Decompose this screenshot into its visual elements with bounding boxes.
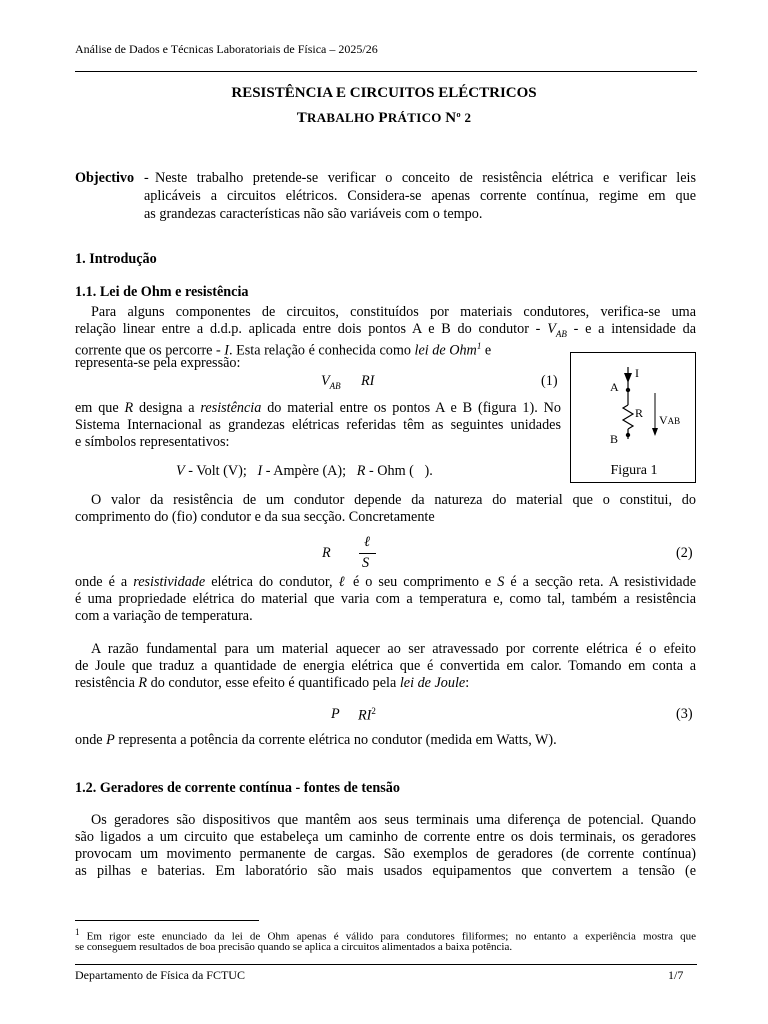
document-title: RESISTÊNCIA E CIRCUITOS ELÉCTRICOS [231, 85, 537, 101]
running-header: Análise de Dados e Técnicas Laboratoriais de Física – 2025/26 [75, 42, 378, 56]
figure-caption: Figura 1 [610, 463, 658, 478]
footnote-line-2: se conseguem resultados de boa precisão quando se aplica a circuitos alimentados a baixa potência. [75, 941, 513, 953]
joule-line-3: resistência R do condutor, esse efeito é quantificado pela lei de Joule: [75, 675, 470, 691]
eq3-lhs: P [331, 706, 340, 722]
eq3-number: (3) [676, 706, 693, 722]
objective-dash: - [144, 170, 149, 186]
objective-line-2: aplicáveis a circuitos elétricos. Considera-se apenas corrente contínua, regime em que [144, 188, 696, 204]
eq3-rhs: $RI^2$ [358, 706, 376, 724]
footer-rule [75, 964, 697, 965]
eq2-numerator: ℓ [364, 534, 370, 550]
units-line: V - Volt (V); I - Ampère (A); R - Ohm ( ). [176, 463, 433, 479]
gen-line-2: são ligados a um circuito que estabeleça um caminho de corrente entre os dois terminais, os geradores [75, 829, 696, 845]
eq1-rhs: RI [361, 373, 375, 389]
fig-label-r: R [635, 406, 644, 420]
footer-left: Departamento de Física da FCTUC [75, 968, 245, 982]
eq1-number: (1) [541, 373, 558, 389]
fig-label-vab: VAB [659, 413, 681, 427]
ohm-line-7: e símbolos representativos: [75, 434, 230, 450]
eq2-number: (2) [676, 545, 693, 561]
resist-line-1: O valor da resistência de um condutor depende da natureza do material que o constitui, do [91, 492, 696, 508]
joule-line-2: de Joule que traduz a quantidade de energia elétrica que é convertida em calor. Tomando em conta a [75, 658, 696, 674]
fig-label-i: I [635, 366, 639, 380]
section-1-2-heading: 1.2. Geradores de corrente contínua - fontes de tensão [75, 780, 400, 796]
resist-line-4: é uma propriedade elétrica do material que varia com a temperatura e, como tal, também a resistência [75, 591, 696, 607]
resist-line-3: onde é a resistividade elétrica do condutor, ℓ é o seu comprimento e S é a secção reta. A resistividade [75, 574, 696, 590]
ohm-line-1: Para alguns componentes de circuitos, constituídos por materiais condutores, verifica-se uma [91, 304, 696, 320]
eq2-fraction-bar [359, 553, 376, 554]
eq2-denominator: S [362, 555, 370, 571]
figure-1 [570, 352, 696, 483]
fig-label-a: A [610, 380, 619, 394]
footnote-rule [75, 920, 259, 921]
eq1-lhs: $V_{AB}$ [321, 373, 341, 391]
section-1-heading: 1. Introdução [75, 251, 157, 267]
objective-line-1: Neste trabalho pretende-se verificar o conceito de resistência elétrica e verificar leis [155, 170, 696, 186]
fig-label-b: B [610, 432, 619, 446]
objective-line-3: as grandezas características não são variáveis com o tempo. [144, 206, 483, 222]
ohm-line-5: em que R designa a resistência do material entre os pontos A e B (figura 1). No [75, 400, 561, 416]
header-rule [75, 71, 697, 72]
document-subtitle: TRABALHO PRÁTICO Nº 2 [296, 110, 472, 126]
footer-page-number: 1/7 [668, 968, 684, 982]
joule-line-1: A razão fundamental para um material aquecer ao ser atravessado por corrente elétrica é o efeito [91, 641, 696, 657]
joule-line-4: onde P representa a potência da corrente elétrica no condutor (medida em Watts, W). [75, 732, 557, 748]
ohm-line-2: relação linear entre a d.d.p. aplicada entre dois pontos A e B do condutor - $V_{AB}$ - e a intensidade da [75, 321, 697, 339]
resist-line-2: comprimento do (fio) condutor e da sua secção. Concretamente [75, 509, 435, 525]
resist-line-5: com a variação de temperatura. [75, 608, 253, 624]
gen-line-4: as pilhas e baterias. Em laboratório são mais usados equipamentos que convertem a tensão (e [75, 863, 696, 879]
gen-line-1: Os geradores são dispositivos que mantêm aos seus terminais uma diferença de potencial. Quando [91, 812, 696, 828]
footnote-line-1: $^1$ Em rigor este enunciado da lei de Ohm apenas é válido para condutores filiformes; no entanto a experiência mostra que [75, 927, 696, 943]
section-1-1-heading: 1.1. Lei de Ohm e resistência [75, 284, 249, 300]
ohm-line-6: Sistema Internacional as grandezas elétricas referidas têm as seguintes unidades [75, 417, 561, 433]
objective-label: Objectivo [75, 170, 135, 186]
ohm-line-3: corrente que os percorre - I. Esta relação é conhecida como lei de Ohm$^1$ e [75, 341, 492, 359]
ohm-line-4: representa-se pela expressão: [75, 355, 241, 371]
gen-line-3: provocam um movimento permanente de cargas. São exemplos de geradores (de corrente contínua) [75, 846, 696, 862]
eq2-lhs: R [322, 545, 331, 561]
